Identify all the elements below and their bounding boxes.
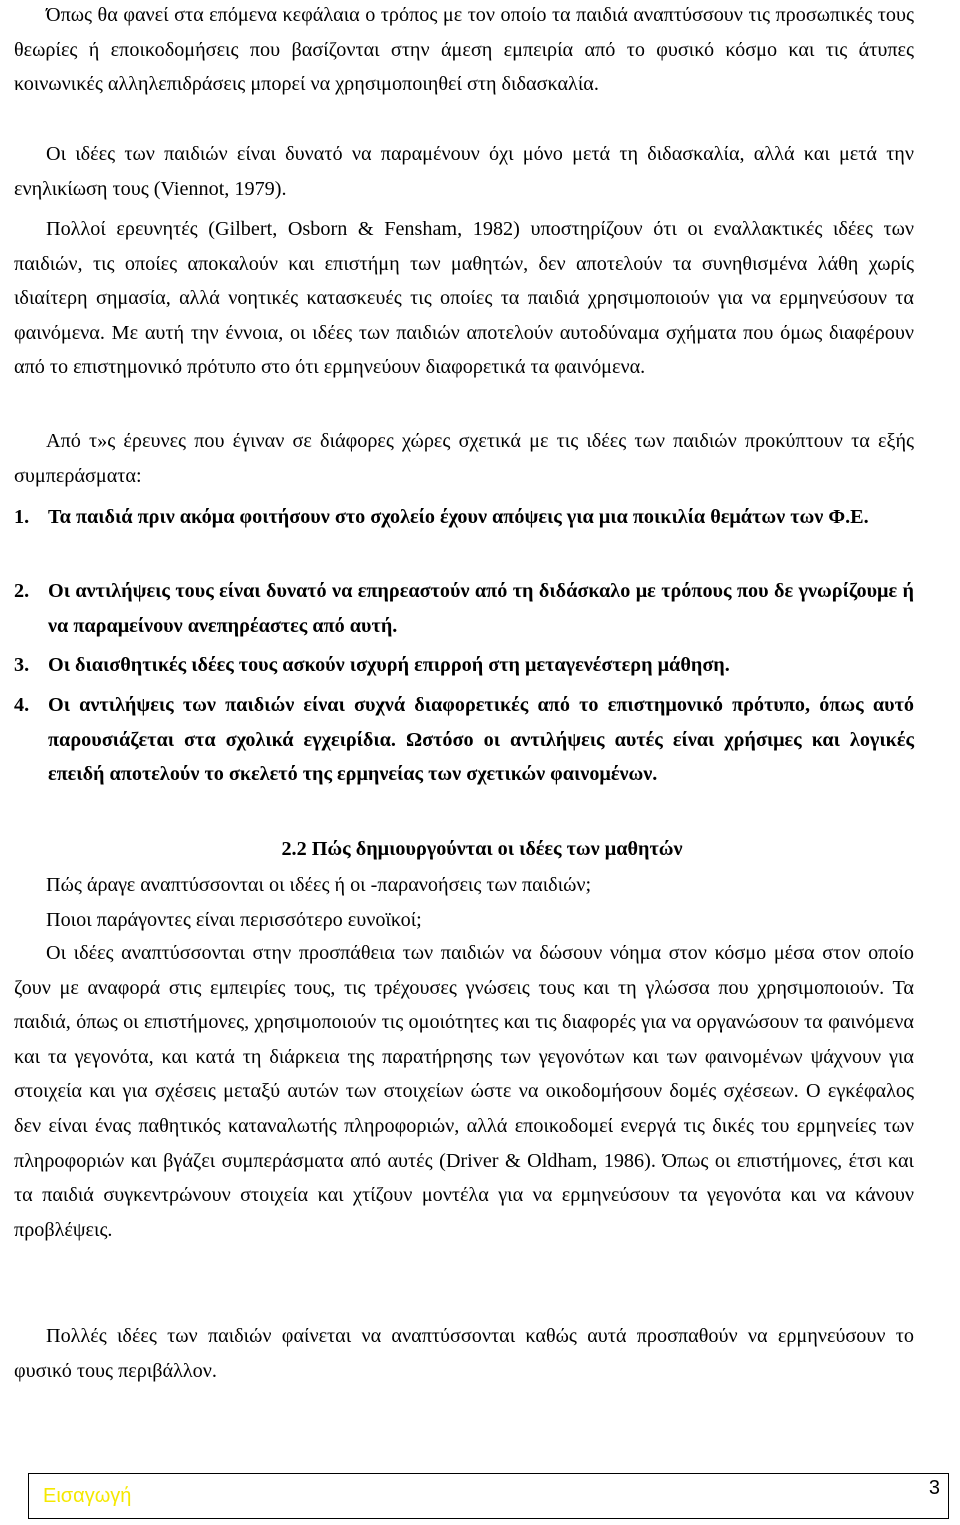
footer-chapter-label: Εισαγωγή	[43, 1485, 132, 1507]
paragraph-intro: Όπως θα φανεί στα επόμενα κεφάλαια ο τρόπος με τον οποίο τα παιδιά αναπτύσσουν τις προσωπικές τους θεωρίες ή εποικοδομήσεις που βασίζονται στην άμεση εμπειρία από το φυσικό κόσμο και τις άτυπες κοινωνικές αλληλεπιδράσεις μπορεί να χρησιμοποιηθεί στη διδασκαλία.	[14, 4, 914, 96]
paragraph-environment: Πολλές ιδέες των παιδιών φαίνεται να αναπτύσσονται καθώς αυτά προσπαθούν να ερμηνεύσουν το φυσικό τους περιβάλλον.	[14, 1325, 914, 1382]
conclusion-item	[14, 648, 914, 683]
paragraph-ideas-development: Οι ιδέες αναπτύσσονται στην προσπάθεια των παιδιών να δώσουν νόημα στον κόσμο μέσα στον οποίο ζουν με αναφορά στις εμπειρίες τους, τις τρέχουσες γνώσεις τους και τη γλώσσα που χρησιμοποιούν. Τα παιδιά, όπως οι επιστήμονες, χρησιμοποιούν τις ομοιότητες και τις διαφορές για να οργανώσουν τα φαινόμενα και τα γεγονότα, και κατά τη διάρκεια της παρατήρησης των γεγονότων και των φαινομένων ψάχνουν για στοιχεία και για σχέσεις μεταξύ αυτών των στοιχείων ώστε να οικοδομήσουν δομές σχέσεων. Ο εγκέφαλος δεν είναι ένας παθητικός καταναλωτής πληροφοριών, αλλά εποικοδομεί ενεργά τις δικές του ερμηνείες των πληροφοριών και βγάζει συμπεράσματα από αυτές (Driver & Oldham, 1986). Όπως οι επιστήμονες, έτσι και τα παιδιά συγκεντρώνουν στοιχεία και χτίζουν μοντέλα για να ερμηνεύσουν τα γεγονότα και να κάνουν προβλέψεις.	[14, 942, 914, 1241]
conclusion-item	[14, 500, 914, 535]
section-heading-text: 2.2 Πώς δημιουργούνται οι ιδέες των μαθητών	[281, 838, 683, 860]
page-number: 3	[928, 1477, 940, 1499]
paragraph-gilbert: Πολλοί ερευνητές (Gilbert, Osborn & Fensham, 1982) υποστηρίζουν ότι οι εναλλακτικές ιδέες των παιδιών, τις οποίες αποκαλούν και επιστήμη των μαθητών, δεν αποτελούν τα συνηθισμένα λάθη χωρίς ιδιαίτερη σημασία, αλλά νοητικές κατασκευές τις οποίες τα παιδιά χρησιμοποιούν για να ερμηνεύσουν τα φαινόμενα. Με αυτή την έννοια, οι ιδέες των παιδιών αποτελούν αυτοδύναμα σχήματα που όμως διαφέρουν από το επιστημονικό πρότυπο στο ότι ερμηνεύουν διαφορετικά τα φαινόμενα.	[14, 218, 914, 379]
conclusion-text: Οι αντιλήψεις των παιδιών είναι συχνά διαφορετικές από το επιστημονικό πρότυπο, όπως αυτό παρουσιάζεται στα σχολικά εγχειρίδια. Ωστόσο οι αντιλήψεις αυτές είναι χρήσιμες και λογικές επειδή αποτελούν το σκελετό της ερμηνείας των σχετικών φαινομένων.	[48, 694, 914, 786]
question-factors: Ποιοι παράγοντες είναι περισσότερο ευνοϊκοί;	[46, 909, 422, 931]
paragraph-viennot: Οι ιδέες των παιδιών είναι δυνατό να παραμένουν όχι μόνο μετά τη διδασκαλία, αλλά και μετά την ενηλικίωση τους (Viennot, 1979).	[14, 143, 914, 200]
conclusion-number: 4.	[14, 694, 30, 716]
conclusion-text: Οι αντιλήψεις τους είναι δυνατό να επηρεαστούν από τη διδάσκαλο με τρόπους που δε γνωρίζουμε ή να παραμείνουν ανεπηρέαστες από αυτή.	[48, 580, 914, 637]
paragraph-conclusions-intro: Από τ»ς έρευνες που έγιναν σε διάφορες χώρες σχετικά με τις ιδέες των παιδιών προκύπτουν τα εξής συμπεράσματα:	[14, 430, 914, 487]
question-how: Πώς άραγε αναπτύσσονται οι ιδέες ή οι -παρανοήσεις των παιδιών;	[46, 874, 592, 896]
conclusion-text: Τα παιδιά πριν ακόμα φοιτήσουν στο σχολείο έχουν απόψεις για μια ποικιλία θεμάτων των Φ.Ε.	[48, 506, 869, 528]
conclusion-text: Οι διαισθητικές ιδέες τους ασκούν ισχυρή επιρροή στη μεταγενέστερη μάθηση.	[48, 654, 730, 676]
section-heading	[0, 832, 960, 867]
conclusion-number: 2.	[14, 580, 30, 602]
conclusion-item	[14, 688, 914, 792]
conclusion-number: 1.	[14, 506, 30, 528]
page-footer	[28, 1473, 949, 1519]
conclusion-number: 3.	[14, 654, 30, 676]
conclusion-item	[14, 574, 914, 643]
